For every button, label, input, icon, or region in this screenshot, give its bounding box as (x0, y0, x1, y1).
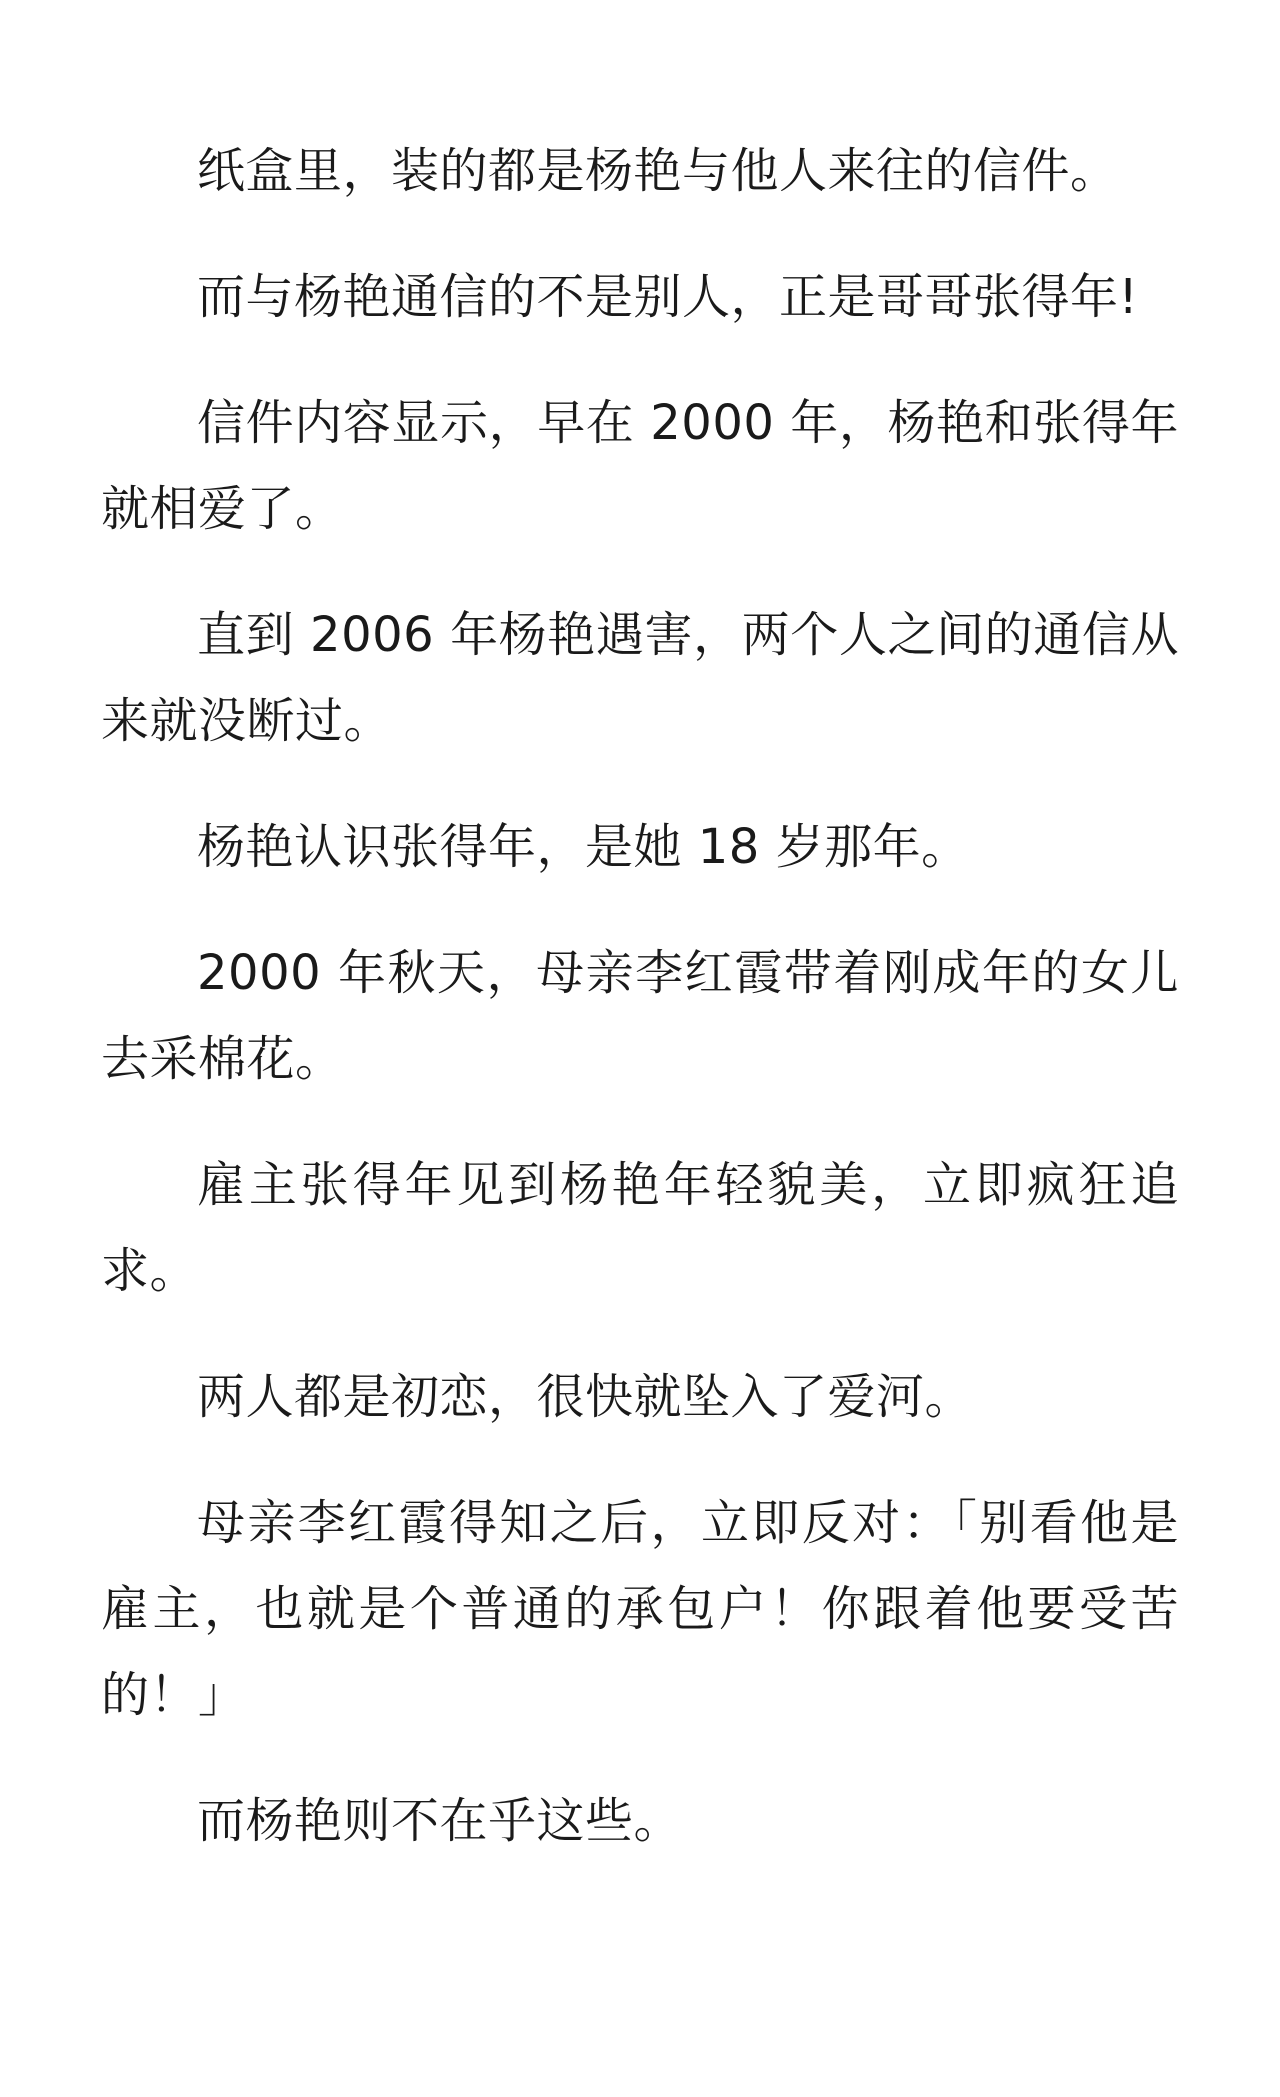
paragraph: 而与杨艳通信的不是别人，正是哥哥张得年! (197, 269, 1139, 325)
paragraph: 信件内容显示，早在 2000 年，杨艳和张得年就相爱了。 (101, 395, 1179, 537)
paragraph: 纸盒里，装的都是杨艳与他人来往的信件。 (197, 143, 1119, 199)
paragraph: 两人都是初恋，很快就坠入了爱河。 (197, 1369, 974, 1425)
paragraph: 雇主张得年见到杨艳年轻貌美，立即疯狂追求。 (101, 1157, 1179, 1299)
paragraph: 母亲李红霞得知之后，立即反对：「别看他是雇主，也就是个普通的承包户！你跟着他要受苦的！」 (101, 1495, 1179, 1723)
paragraph: 杨艳认识张得年，是她 18 岁那年。 (197, 819, 970, 875)
paragraph: 2000 年秋天，母亲李红霞带着刚成年的女儿去采棉花。 (101, 945, 1179, 1087)
paragraph: 直到 2006 年杨艳遇害，两个人之间的通信从来就没断过。 (101, 607, 1179, 749)
paragraph: 而杨艳则不在乎这些。 (197, 1793, 683, 1849)
article-body (101, 128, 1179, 1904)
